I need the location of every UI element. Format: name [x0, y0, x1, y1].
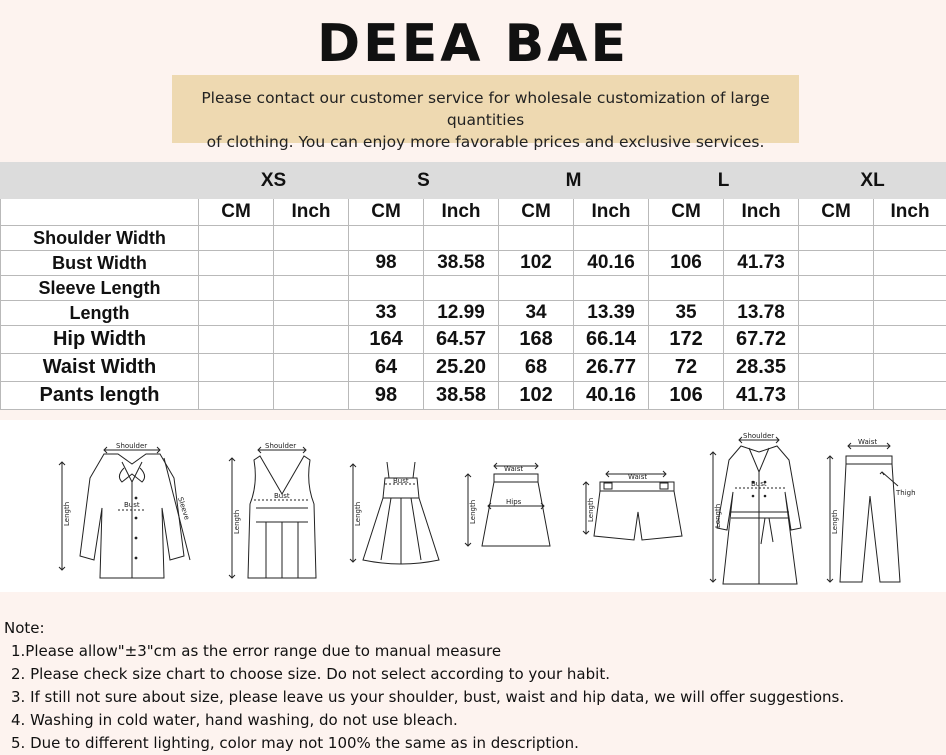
tank-bust-label: Bust: [274, 492, 290, 500]
size-header-xs: XS: [199, 163, 349, 199]
shirt-sleeve-label: Sleeve: [176, 496, 191, 521]
skirt-waist-label: Waist: [504, 465, 523, 473]
unit-header: Inch: [574, 199, 649, 226]
table-cell: [724, 226, 799, 251]
table-cell: [199, 276, 274, 301]
table-cell: 33: [349, 301, 424, 326]
note-item: 3. If still not sure about size, please leave us your shoulder, bust, waist and hip data, we will offer suggestions.: [4, 686, 944, 709]
table-cell: [874, 226, 946, 251]
skirt-icon: [460, 460, 560, 560]
table-cell: 41.73: [724, 382, 799, 410]
table-cell: 106: [649, 251, 724, 276]
table-cell: [274, 226, 349, 251]
table-cell: 64.57: [424, 326, 499, 354]
pants-waist-label: Waist: [858, 438, 877, 446]
table-cell: [724, 276, 799, 301]
table-cell: [874, 251, 946, 276]
unit-header-row: [1, 199, 946, 226]
table-row: [1, 226, 946, 251]
unit-header: CM: [199, 199, 274, 226]
row-label-hip-width: Hip Width: [1, 326, 199, 354]
unit-header: Inch: [274, 199, 349, 226]
size-header-row: [1, 163, 946, 199]
table-cell: 13.39: [574, 301, 649, 326]
table-cell: 41.73: [724, 251, 799, 276]
tank-length-label: Length: [233, 510, 241, 534]
table-cell: 13.78: [724, 301, 799, 326]
skirt-hips-label: Hips: [506, 498, 522, 506]
table-cell: [199, 382, 274, 410]
row-label-shoulder-width: Shoulder Width: [1, 226, 199, 251]
table-cell: [874, 326, 946, 354]
garment-measurement-diagrams: [0, 420, 946, 592]
table-cell: [574, 226, 649, 251]
size-header-s: S: [349, 163, 499, 199]
table-cell: [649, 226, 724, 251]
table-cell: [274, 276, 349, 301]
note-item: 1.Please allow"±3"cm as the error range due to manual measure: [4, 640, 944, 663]
table-cell: 35: [649, 301, 724, 326]
dress-icon: [345, 456, 445, 576]
tank-top-icon: [222, 438, 332, 588]
pants-thigh-label: Thigh: [895, 489, 916, 497]
table-cell: [199, 226, 274, 251]
shirt-diagram: [52, 438, 202, 588]
size-header-corner: [1, 163, 199, 199]
table-row: [1, 301, 946, 326]
shirt-length-label: Length: [63, 502, 71, 526]
note-item: 2. Please check size chart to choose size. Do not select according to your habit.: [4, 663, 944, 686]
table-row: [1, 276, 946, 301]
unit-header: CM: [799, 199, 874, 226]
row-label-bust-width: Bust Width: [1, 251, 199, 276]
table-cell: [799, 251, 874, 276]
table-cell: [574, 276, 649, 301]
shirt-icon: [52, 438, 202, 588]
table-cell: 172: [649, 326, 724, 354]
table-cell: 34: [499, 301, 574, 326]
table-cell: 12.99: [424, 301, 499, 326]
tank-top-diagram: [222, 438, 332, 588]
unit-header: CM: [649, 199, 724, 226]
table-cell: 98: [349, 382, 424, 410]
pants-icon: [822, 434, 932, 592]
table-cell: [874, 276, 946, 301]
table-cell: 102: [499, 251, 574, 276]
table-cell: [274, 326, 349, 354]
table-cell: 26.77: [574, 354, 649, 382]
shorts-length-label: Length: [587, 498, 595, 522]
shorts-diagram: [578, 468, 688, 548]
note-item: 4. Washing in cold water, hand washing, do not use bleach.: [4, 709, 944, 732]
pants-diagram: [822, 434, 932, 592]
coat-bust-label: Bust: [751, 480, 767, 488]
table-cell: [799, 354, 874, 382]
size-header-m: M: [499, 163, 649, 199]
table-cell: [274, 382, 349, 410]
coat-diagram: [705, 432, 815, 592]
table-cell: [874, 354, 946, 382]
table-cell: 38.58: [424, 251, 499, 276]
table-cell: [799, 382, 874, 410]
row-label-length: Length: [1, 301, 199, 326]
unit-header: Inch: [724, 199, 799, 226]
note-item: 5. Due to different lighting, color may not 100% the same as in description.: [4, 732, 944, 755]
pants-length-label: Length: [831, 510, 839, 534]
table-cell: [199, 301, 274, 326]
table-cell: 40.16: [574, 251, 649, 276]
tank-shoulder-label: Shoulder: [265, 442, 296, 450]
notes-section: [4, 617, 944, 755]
table-cell: 28.35: [724, 354, 799, 382]
table-cell: [874, 382, 946, 410]
unit-header: CM: [349, 199, 424, 226]
table-cell: 38.58: [424, 382, 499, 410]
coat-length-label: Length: [714, 504, 722, 528]
notice-line-1: Please contact our customer service for wholesale customization of large quantities: [188, 87, 783, 131]
table-cell: 68: [499, 354, 574, 382]
table-cell: [274, 301, 349, 326]
table-row: [1, 326, 946, 354]
unit-header: Inch: [874, 199, 946, 226]
table-cell: 67.72: [724, 326, 799, 354]
dress-diagram: [345, 456, 445, 576]
table-cell: [349, 276, 424, 301]
table-row: [1, 354, 946, 382]
table-cell: 66.14: [574, 326, 649, 354]
unit-header-corner: [1, 199, 199, 226]
table-cell: [199, 326, 274, 354]
unit-header: CM: [499, 199, 574, 226]
brand-logo: DEEA BAE: [0, 14, 946, 74]
table-cell: [799, 326, 874, 354]
table-cell: [799, 276, 874, 301]
table-cell: 98: [349, 251, 424, 276]
row-label-pants-length: Pants length: [1, 382, 199, 410]
table-cell: 164: [349, 326, 424, 354]
table-row: [1, 251, 946, 276]
table-cell: [499, 276, 574, 301]
table-cell: [349, 226, 424, 251]
table-cell: [799, 226, 874, 251]
table-cell: [274, 251, 349, 276]
size-header-l: L: [649, 163, 799, 199]
table-row: [1, 382, 946, 410]
notes-title: Note:: [4, 617, 944, 639]
unit-header: Inch: [424, 199, 499, 226]
table-cell: 106: [649, 382, 724, 410]
shirt-shoulder-label: Shoulder: [116, 442, 147, 450]
table-cell: [199, 354, 274, 382]
skirt-diagram: [460, 460, 560, 560]
row-label-waist-width: Waist Width: [1, 354, 199, 382]
notice-line-2: of clothing. You can enjoy more favorable prices and exclusive services.: [188, 131, 783, 153]
shorts-icon: [578, 468, 688, 548]
table-cell: 72: [649, 354, 724, 382]
table-cell: [424, 226, 499, 251]
coat-shoulder-label: Shoulder: [743, 432, 774, 440]
table-cell: 40.16: [574, 382, 649, 410]
skirt-length-label: Length: [469, 500, 477, 524]
table-cell: [799, 301, 874, 326]
shirt-bust-label: Bust: [124, 501, 140, 509]
table-cell: 102: [499, 382, 574, 410]
table-cell: [274, 354, 349, 382]
row-label-sleeve-length: Sleeve Length: [1, 276, 199, 301]
table-cell: [424, 276, 499, 301]
table-cell: [649, 276, 724, 301]
table-cell: [199, 251, 274, 276]
dress-length-label: Length: [354, 502, 362, 526]
coat-icon: [705, 432, 815, 592]
table-cell: [874, 301, 946, 326]
size-header-xl: XL: [799, 163, 946, 199]
table-cell: 168: [499, 326, 574, 354]
dress-bust-label: Bust: [393, 477, 409, 485]
size-chart-table: [0, 162, 946, 410]
shorts-waist-label: Waist: [628, 473, 647, 481]
table-cell: [499, 226, 574, 251]
table-cell: 64: [349, 354, 424, 382]
wholesale-notice: [172, 75, 799, 143]
table-cell: 25.20: [424, 354, 499, 382]
